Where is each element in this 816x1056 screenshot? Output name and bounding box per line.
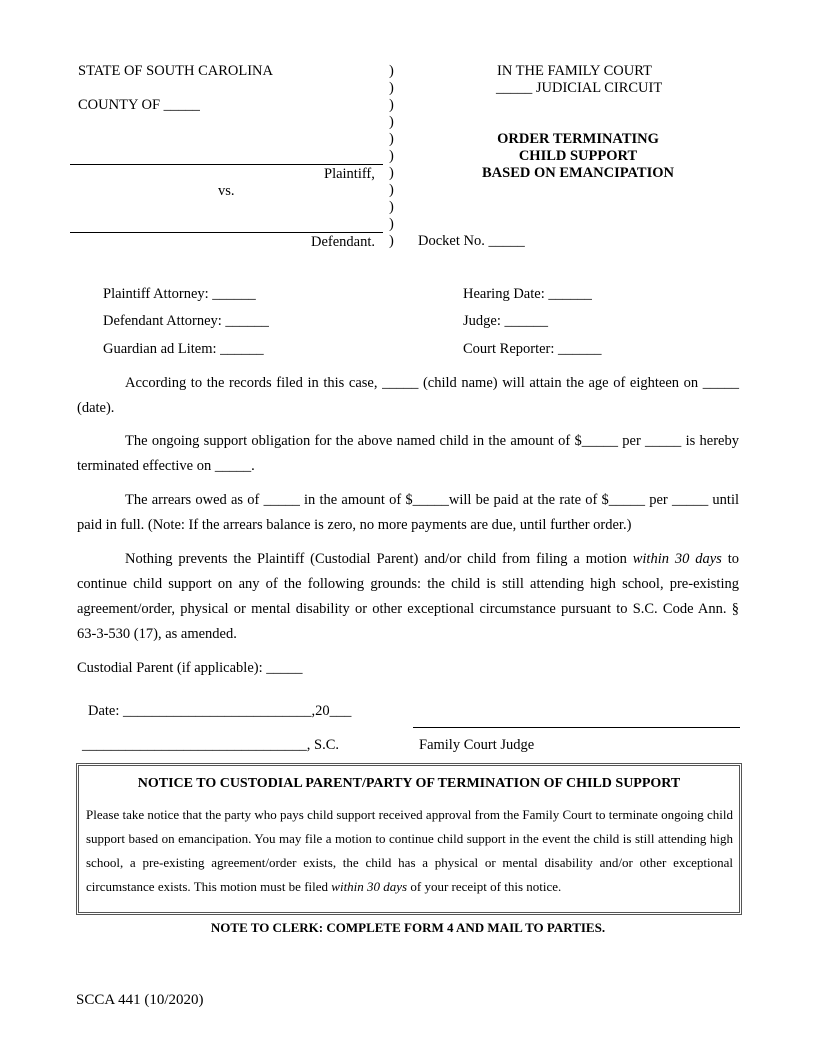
notice-deadline: within 30 days xyxy=(331,879,408,894)
hearing-date-field: Hearing Date: ______ xyxy=(463,286,592,302)
paren: ) xyxy=(389,148,394,164)
order-title-line-3: BASED ON EMANCIPATION xyxy=(481,165,674,181)
paren: ) xyxy=(389,97,394,113)
state-label: STATE OF SOUTH CAROLINA xyxy=(78,63,273,79)
plaintiff-name-line xyxy=(70,164,383,165)
paragraph-termination: The ongoing support obligation for the above named child in the amount of $_____ per _____ is hereby terminated effective on _____. xyxy=(77,433,739,474)
paren: ) xyxy=(389,131,394,147)
paragraph-motion-text: Nothing prevents the Plaintiff (Custodial Parent) and/or child from filing a motion xyxy=(125,551,633,567)
paragraph-motion-text-cont: to continue child support on any of the following grounds: the child is still attending high school, pre-existing agreement/order, physical or mental disability or other exceptional circumstance pursuant to S.C. Code Ann. § 63-3-530 (17), as amended. xyxy=(77,551,739,642)
paren: ) xyxy=(389,182,394,198)
clerk-note: NOTE TO CLERK: COMPLETE FORM 4 AND MAIL TO PARTIES. xyxy=(210,920,606,935)
date-line: Date: __________________________,20___ xyxy=(88,703,352,719)
notice-text xyxy=(86,803,733,899)
paren: ) xyxy=(389,165,394,181)
defendant-attorney-field: Defendant Attorney: ______ xyxy=(103,313,269,329)
order-title-line-2: CHILD SUPPORT xyxy=(518,148,638,164)
plaintiff-label: Plaintiff, xyxy=(324,166,375,182)
order-title-line-1: ORDER TERMINATING xyxy=(497,131,659,147)
paren: ) xyxy=(389,63,394,79)
defendant-name-line xyxy=(70,232,383,233)
court-reporter-field: Court Reporter: ______ xyxy=(463,341,602,357)
paren: ) xyxy=(389,199,394,215)
notice-text-end: of your receipt of this notice. xyxy=(407,879,562,894)
paragraph-motion xyxy=(77,547,739,647)
docket-number: Docket No. _____ xyxy=(418,233,525,249)
paragraph-arrears: The arrears owed as of _____ in the amount of $_____will be paid at the rate of $_____ per _____ until paid in full. (Note: If the arrears balance is zero, no more payments are due, until further order.) xyxy=(77,492,739,533)
defendant-label: Defendant. xyxy=(311,234,376,250)
paren: ) xyxy=(389,233,394,249)
guardian-field: Guardian ad Litem: ______ xyxy=(103,341,264,357)
place-line: _______________________________, S.C. xyxy=(82,737,339,753)
plaintiff-attorney-field: Plaintiff Attorney: ______ xyxy=(103,286,256,302)
paren: ) xyxy=(389,80,394,96)
paren: ) xyxy=(389,114,394,130)
notice-text-main: Please take notice that the party who pays child support received approval from the Family Court to terminate ongoing child support based on emancipation. You may file a motion to continue child support in the event the child is still attending high school, a pre-existing agreement/order exists, the child has a physical or mental disability and/or other exceptional circumstance exists. This motion must be filed xyxy=(86,807,733,894)
judge-label: Family Court Judge xyxy=(419,737,535,753)
notice-title: NOTICE TO CUSTODIAL PARENT/PARTY OF TERMINATION OF CHILD SUPPORT xyxy=(137,776,681,791)
court-label: IN THE FAMILY COURT xyxy=(497,63,652,79)
paragraph-motion-deadline: within 30 days xyxy=(632,551,722,567)
judge-signature-line xyxy=(413,727,740,728)
circuit-label: _____ JUDICIAL CIRCUIT xyxy=(496,80,663,96)
paren: ) xyxy=(389,216,394,232)
judge-field: Judge: ______ xyxy=(463,313,548,329)
notice-box xyxy=(76,763,742,915)
custodial-parent-field: Custodial Parent (if applicable): _____ xyxy=(77,660,303,676)
paragraph-age: According to the records filed in this case, _____ (child name) will attain the age of eighteen on _____ (date). xyxy=(77,375,739,416)
county-label: COUNTY OF _____ xyxy=(78,97,200,113)
vs-label: vs. xyxy=(218,183,235,199)
form-id: SCCA 441 (10/2020) xyxy=(76,992,204,1008)
